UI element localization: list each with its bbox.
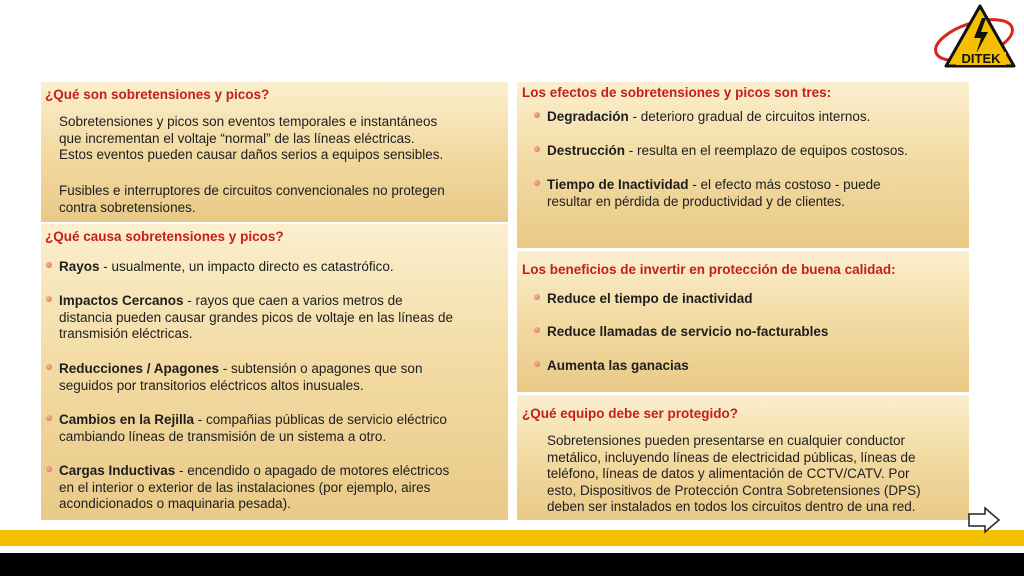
bullet-icon <box>534 294 540 300</box>
cause-desc: - encendido o apagado de motores eléctricos <box>175 463 450 478</box>
cause-desc: - usualmente, un impacto directo es catastrófico. <box>99 259 394 274</box>
para-definition <box>59 114 503 164</box>
effect-item <box>547 177 965 210</box>
heading-effects: Los efectos de sobretensiones y picos son tres: <box>522 85 832 100</box>
cause-desc-line: cambiando líneas de transmisión de un sistema a otro. <box>59 428 387 444</box>
cause-term: Rayos <box>59 259 100 274</box>
effect-item <box>547 143 965 160</box>
bullet-icon <box>534 112 540 118</box>
para-definition-line: que incrementan el voltaje “normal” de las líneas eléctricas. <box>59 130 415 146</box>
cause-desc-line: seguidos por transitorios eléctricos altos inusuales. <box>59 377 364 393</box>
para-fuses <box>59 183 505 216</box>
footer-yellow-band <box>0 530 1024 546</box>
cause-item <box>59 412 507 445</box>
heading-what-are-surges: ¿Qué son sobretensiones y picos? <box>45 87 270 102</box>
para-equipment-line: deben ser instalados en todos los circuitos dentro de una red. <box>547 499 916 514</box>
para-fuses-line: contra sobretensiones. <box>59 199 196 215</box>
bullet-icon <box>534 180 540 186</box>
cause-desc-line: acondicionados o maquinaria pesada). <box>59 496 291 511</box>
para-fuses-line: Fusibles e interruptores de circuitos convencionales no protegen <box>59 183 445 198</box>
heading-equipment: ¿Qué equipo debe ser protegido? <box>522 406 739 421</box>
effect-item <box>547 109 965 126</box>
para-equipment-line: metálico, incluyendo líneas de electricidad públicas, líneas de <box>547 449 916 465</box>
cause-item <box>59 361 507 394</box>
bullet-icon <box>46 364 52 370</box>
cause-term: Cargas Inductivas <box>59 463 176 478</box>
next-arrow-icon[interactable] <box>966 505 1002 535</box>
cause-desc-line: en el interior o exterior de las instalaciones (por ejemplo, aires <box>59 479 431 495</box>
cause-term: Impactos Cercanos <box>59 293 184 308</box>
bullet-icon <box>46 296 52 302</box>
bullet-icon <box>46 415 52 421</box>
benefit-item: Aumenta las ganacias <box>547 358 689 373</box>
logo-text: DITEK <box>961 51 1001 66</box>
effect-desc: - el efecto más costoso - puede <box>688 177 881 192</box>
ditek-logo <box>930 2 1020 74</box>
cause-desc: - subtensión o apagones que son <box>219 361 423 376</box>
cause-item <box>59 259 507 276</box>
bullet-icon <box>534 146 540 152</box>
benefit-item: Reduce llamadas de servicio no-facturables <box>547 324 829 339</box>
bullet-icon <box>46 466 52 472</box>
cause-term: Reducciones / Apagones <box>59 361 220 376</box>
effect-term: Destrucción <box>547 143 626 158</box>
cause-item <box>59 293 509 343</box>
bullet-icon <box>46 262 52 268</box>
cause-desc: - compañias públicas de servicio eléctrico <box>194 412 447 427</box>
cause-item <box>59 463 507 513</box>
para-definition-line: Sobretensiones y picos son eventos temporales e instantáneos <box>59 114 438 129</box>
bullet-icon <box>534 327 540 333</box>
footer-black-band <box>0 553 1024 576</box>
para-definition-line: Estos eventos pueden causar daños serios a equipos sensibles. <box>59 147 444 162</box>
para-equipment-line: teléfono, líneas de datos y alimentación de CCTV/CATV. Por <box>547 466 910 481</box>
heading-benefits: Los beneficios de invertir en protección de buena calidad: <box>522 262 896 277</box>
effect-term: Degradación <box>547 109 629 124</box>
effect-desc-line: resultar en pérdida de productividad y de clientes. <box>547 193 845 209</box>
effect-term: Tiempo de Inactividad <box>547 177 689 192</box>
panel-effects <box>517 82 969 248</box>
heading-causes: ¿Qué causa sobretensiones y picos? <box>45 229 284 244</box>
cause-term: Cambios en la Rejilla <box>59 412 195 427</box>
benefit-item: Reduce el tiempo de inactividad <box>547 291 753 306</box>
effect-desc: - deterioro gradual de circuitos internos. <box>628 109 871 124</box>
cause-desc-line: transmisión eléctricas. <box>59 326 193 341</box>
para-equipment-line: Sobretensiones pueden presentarse en cualquier conductor <box>547 433 905 448</box>
cause-desc-line: distancia pueden causar grandes picos de voltaje en las líneas de <box>59 309 454 325</box>
para-equipment-line: esto, Dispositivos de Protección Contra Sobretensiones (DPS) <box>547 482 921 498</box>
bullet-icon <box>534 361 540 367</box>
para-equipment <box>547 433 967 516</box>
effect-desc: - resulta en el reemplazo de equipos costosos. <box>625 143 908 158</box>
cause-desc: - rayos que caen a varios metros de <box>183 293 403 308</box>
